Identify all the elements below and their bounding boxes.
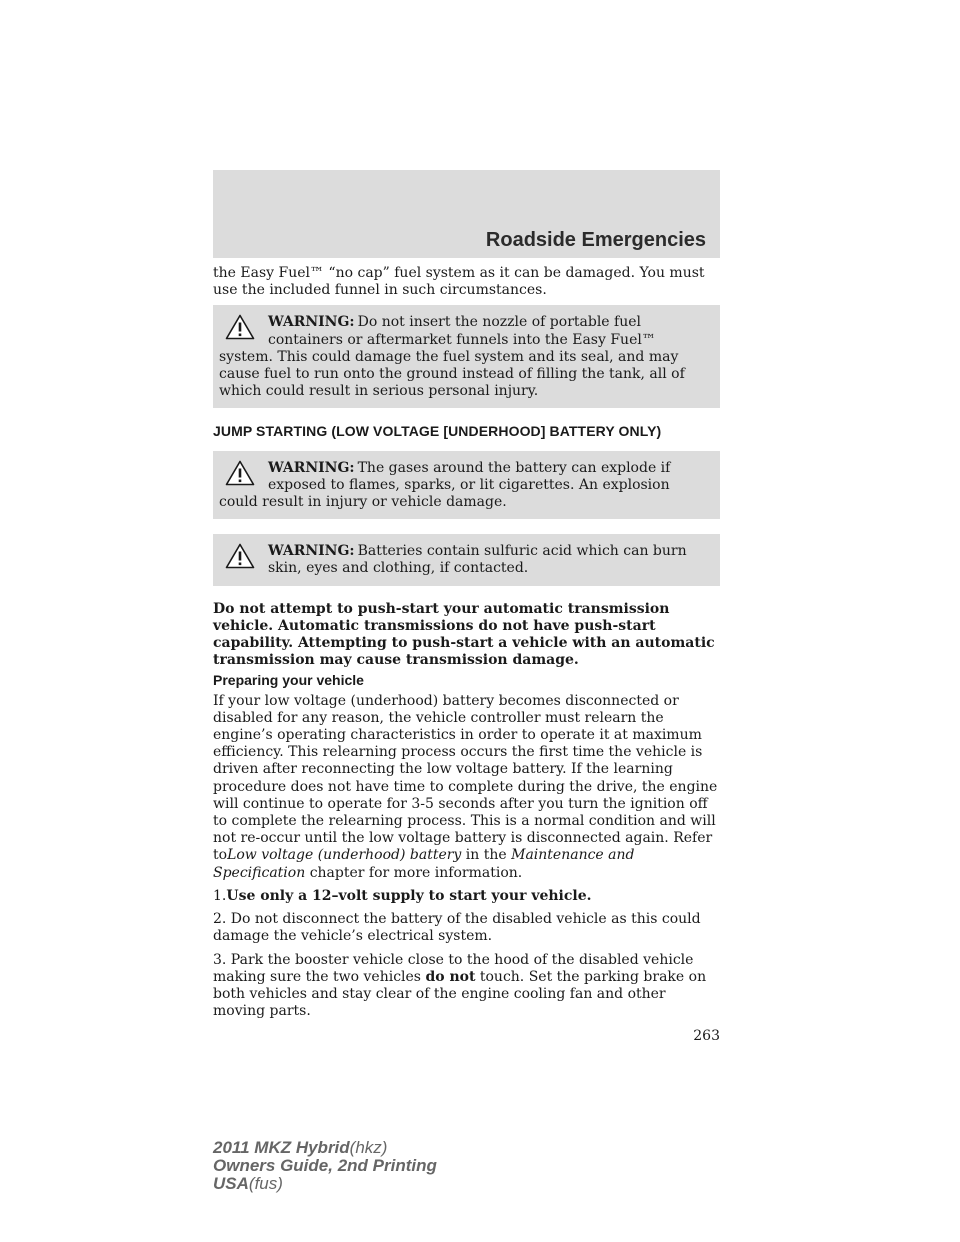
body-text: If your low voltage (underhood) battery becomes disconnected or disabled for any reason, the vehicle controller must relearn the engine’s operating characteristics in order to operate it at maximum efficiency. This relearning process occurs the first time the vehicle is driven after reconnecting the low voltage battery. If the learning procedure does not have time to complete during the drive, the engine will continue to operate for 3-5 seconds after you turn the ignition off to complete the relearning process. This is a normal condition and will not re-occur until the low voltage battery is disconnected again. Refer to (213, 692, 718, 864)
footer-guide: Owners Guide, 2nd Printing (213, 1156, 437, 1175)
warning-triangle-icon (225, 314, 255, 340)
push-start-notice: Do not attempt to push-start your automatic transmission vehicle. Automatic transmissions do not have push-start capability. Attempting to push-start a vehicle with an automatic transmission may cause transmission damage. (213, 600, 715, 669)
warning-box (213, 534, 720, 585)
warning-label: WARNING: (268, 459, 355, 476)
step-2: 2. Do not disconnect the battery of the disabled vehicle as this could damage the vehicle’s electrical system. (213, 911, 701, 945)
footer-market: USA (213, 1174, 249, 1193)
warning-text: Do not insert the nozzle of portable fuel containers or aftermarket funnels into the Easy Fuel™ system. This could damage the fuel system and its seal, and may cause fuel to run onto the ground instead of filling the tank, all of which could result in serious personal injury. (219, 314, 685, 400)
warning-text: The gases around the battery can explode if exposed to flames, sparks, or lit cigarettes. An explosion could result in injury or vehicle damage. (219, 459, 671, 511)
step-3-text-b: touch. Set the parking brake on both vehicles and stay clear of the engine cooling fan and other moving parts. (213, 968, 707, 1020)
warning-triangle-icon (225, 460, 255, 486)
section-title: Roadside Emergencies (485, 229, 706, 251)
step-number: 1. (213, 887, 227, 904)
warning-text: Batteries contain sulfuric acid which can burn skin, eyes and clothing, if contacted. (268, 543, 687, 577)
warning-label: WARNING: (268, 314, 355, 331)
reference-low-voltage-battery: Low voltage (underhood) battery (227, 847, 462, 864)
page-number: 263 (693, 1028, 720, 1044)
warning-label: WARNING: (268, 543, 355, 560)
step-3 (213, 952, 720, 1021)
section-header-band (213, 170, 720, 258)
footer-line-3 (213, 1175, 437, 1193)
step-3-text-a: 3. Park the booster vehicle close to the hood of the disabled vehicle making sure the two vehicles (213, 951, 694, 985)
section-heading: JUMP STARTING (LOW VOLTAGE [UNDERHOOD] BATTERY ONLY) (213, 423, 662, 440)
step-3-emphasis: do not (425, 968, 476, 985)
body-text-mid: in the (465, 847, 507, 864)
footer-line-1 (213, 1139, 437, 1157)
body-paragraph (213, 693, 720, 882)
body-text-end: chapter for more information. (309, 864, 523, 881)
warning-triangle-icon (225, 543, 255, 569)
footer-model: 2011 MKZ Hybrid (213, 1138, 350, 1157)
subheading: Preparing your vehicle (213, 672, 364, 689)
print-footer (213, 1139, 437, 1193)
page-content (213, 265, 720, 1026)
reference-maintenance-chapter: Maintenance and Specification (213, 847, 635, 881)
warning-box (213, 305, 720, 408)
intro-paragraph: the Easy Fuel™ “no cap” fuel system as it can be damaged. You must use the included funnel in such circumstances. (213, 265, 705, 299)
warning-box (213, 451, 720, 520)
step-1 (213, 888, 720, 905)
footer-model-code: (hkz) (349, 1138, 388, 1157)
step-1-text: Use only a 12–volt supply to start your vehicle. (226, 887, 592, 904)
footer-market-code: (fus) (248, 1174, 283, 1193)
